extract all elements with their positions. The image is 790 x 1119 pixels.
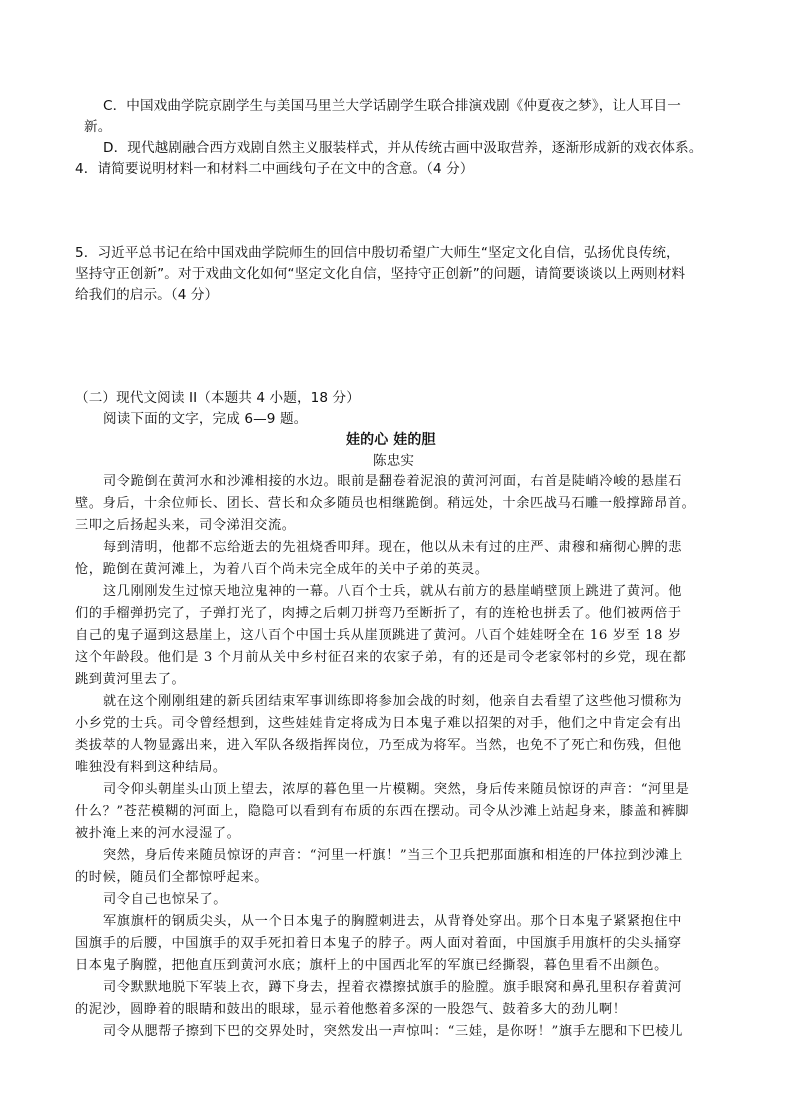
- article-line: 的泥沙，圆睁着的眼睛和鼓出的眼球，显示着他憋着多深的一股怨气、鼓着多大的劲儿啊！: [75, 1002, 627, 1017]
- article-line: 被扑淹上来的河水浸湿了。: [75, 826, 241, 841]
- question-5-line-3: 给我们的启示。（4 分）: [75, 287, 219, 303]
- article-line: 自己的鬼子逼到这悬崖上，这八百个中国士兵从崖顶跳进了黄河。八百个娃娃呀全在 16 岁至 18 岁: [75, 628, 682, 643]
- article-line: 怆，跪倒在黄河滩上，为着八百个尚未完全成年的关中子弟的英灵。: [75, 562, 489, 577]
- article-line: 这个年龄段。他们是 3 个月前从关中乡村征召来的农家子弟，有的还是司令老家邻村的乡党，现在都: [75, 650, 687, 665]
- section-heading: （二）现代文阅读 II（本题共 4 小题，18 分）: [75, 390, 360, 406]
- article-line: 壁。身后，十余位师长、团长、营长和众多随员也相继跪倒。稍远处，十余匹战马石雕一般撑蹄昂首。: [75, 496, 696, 511]
- article-line: 每到清明，他都不忘给逝去的先祖烧香叩拜。现在，他以从未有过的庄严、肃穆和痛彻心脾的悲: [103, 540, 683, 555]
- article-line: 日本鬼子胸膛，把他直压到黄河水底；旗杆上的中国西北军的军旗已经撕裂，暮色里看不出颜色。: [75, 958, 668, 973]
- article-line: 们的手榴弹扔完了，子弹打光了，肉搏之后刺刀拼弯乃至断折了，有的连枪也拼丢了。他们被两倍于: [75, 606, 682, 621]
- article-line: 司令仰头朝崖头山顶上望去，浓厚的暮色里一片模糊。突然，身后传来随员惊讶的声音：“河里是: [103, 782, 690, 797]
- article-line: 小乡党的士兵。司令曾经想到，这些娃娃肯定将成为日本鬼子难以招架的对手，他们之中肯定会有出: [75, 716, 682, 731]
- article-line: 突然，身后传来随员惊讶的声音：“河里一杆旗！”当三个卫兵把那面旗和相连的尸体拉到沙滩上: [103, 848, 683, 863]
- option-d-line-1: D．现代越剧融合西方戏剧自然主义服装样式，并从传统古画中汲取营养，逐渐形成新的戏衣体系。: [103, 140, 703, 156]
- article-line: 的时候，随员们全都惊呼起来。: [75, 870, 269, 885]
- article-line: 军旗旗杆的钢质尖头，从一个日本鬼子的胸膛刺进去，从背脊处穿出。那个日本鬼子紧紧抱住中: [103, 914, 683, 929]
- article-line: 跳到黄河里去了。: [75, 672, 186, 687]
- option-c-line-1: C．中国戏曲学院京剧学生与美国马里兰大学话剧学生联合排演戏剧《仲夏夜之梦》，让人耳目一: [103, 98, 681, 114]
- article-line: 这几刚刚发生过惊天地泣鬼神的一幕。八百个士兵，就从右前方的悬崖峭壁顶上跳进了黄河。他: [103, 584, 683, 599]
- article-line: 司令自己也惊呆了。: [103, 892, 228, 907]
- question-5-line-2: 坚持守正创新”。对于戏曲文化如何“坚定文化自信，坚持守正创新”的问题，请简要谈谈以上两则材料: [75, 266, 686, 282]
- article-line: 就在这个刚刚组建的新兵团结束军事训练即将参加会战的时刻，他亲自去看望了这些他习惯称为: [103, 694, 683, 709]
- question-5-line-1: 5．习近平总书记在给中国戏曲学院师生的回信中殷切希望广大师生“坚定文化自信，弘扬优良传统，: [75, 245, 680, 261]
- article-title: 娃的心 娃的胆: [346, 432, 436, 448]
- article-author: 陈忠实: [373, 453, 415, 469]
- article-line: 国旗手的后腰，中国旗手的双手死扣着日本鬼子的脖子。两人面对着面，中国旗手用旗杆的尖头捅穿: [75, 936, 682, 951]
- article-line: 司令跪倒在黄河水和沙滩相接的水边。眼前是翻卷着泥浪的黄河河面，右首是陡峭冷峻的悬崖石: [103, 474, 683, 489]
- section-instruction: 阅读下面的文字，完成 6—9 题。: [103, 411, 308, 427]
- article-line: 三叩之后扬起头来，司令涕泪交流。: [75, 518, 296, 533]
- article-line: 司令默默地脱下军装上衣，蹲下身去，捏着衣襟擦拭旗手的脸膛。旗手眼窝和鼻孔里积存着黄河: [103, 980, 683, 995]
- article-line: 唯独没有料到这种结局。: [75, 760, 227, 775]
- article-line: 类拔萃的人物显露出来，进入军队各级指挥岗位，乃至成为将军。当然，也免不了死亡和伤残，但他: [75, 738, 682, 753]
- question-4: 4．请简要说明材料一和材料二中画线句子在文中的含意。（4 分）: [75, 161, 474, 177]
- option-c-line-2: 新。: [84, 119, 112, 135]
- article-line: 司令从腮帮子擦到下巴的交界处时，突然发出一声惊叫：“三娃，是你呀！”旗手左腮和下巴棱儿: [103, 1024, 683, 1039]
- article-line: 什么？”苍茫模糊的河面上，隐隐可以看到有布质的东西在摆动。司令从沙滩上站起身来，膝盖和裤脚: [75, 804, 689, 819]
